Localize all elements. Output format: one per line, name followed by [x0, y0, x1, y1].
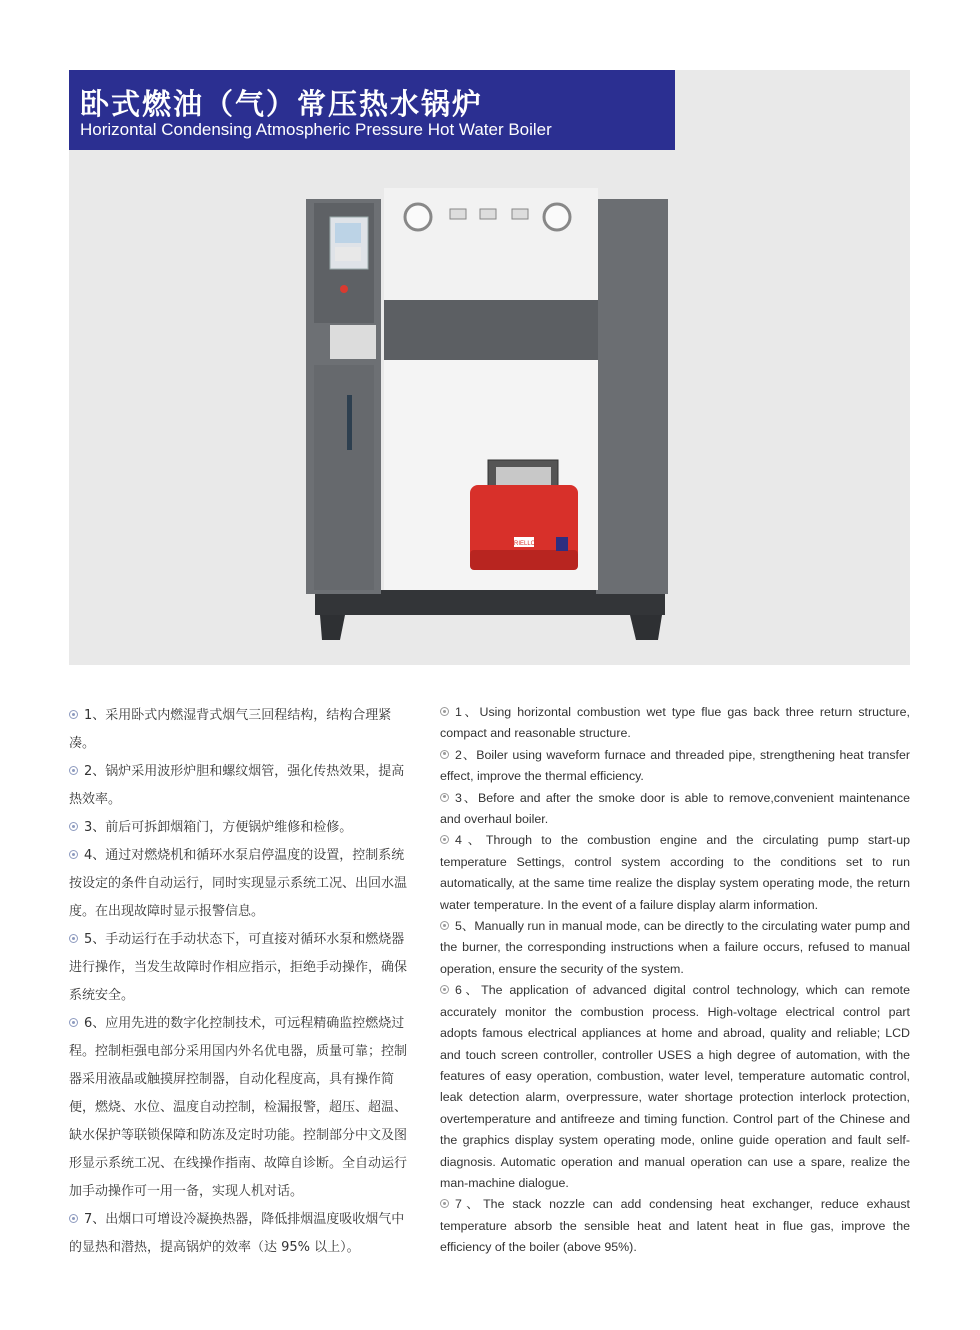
bullet-icon	[440, 921, 449, 930]
boiler-illustration	[300, 185, 675, 645]
feature-zh-item: 3、前后可拆卸烟箱门，方便锅炉维修和检修。	[69, 814, 413, 842]
bullet-icon	[69, 710, 78, 719]
page-title-en: Horizontal Condensing Atmospheric Pressure Hot Water Boiler	[80, 120, 552, 139]
feature-zh-item: 7、出烟口可增设冷凝换热器，降低排烟温度吸收烟气中的显热和潜热，提高锅炉的效率（达 95% 以上）。	[69, 1212, 405, 1255]
bullet-icon	[440, 1199, 449, 1208]
feature-zh-item: 1、采用卧式内燃湿背式烟气三回程结构，结构合理紧凑。	[69, 708, 392, 751]
feature-en-item: 1、Using horizontal combustion wet type flue gas back three return structure, compact and reasonable structure.	[440, 705, 910, 741]
bullet-icon	[69, 766, 78, 775]
feature-zh-item: 2、锅炉采用波形炉胆和螺纹烟管，强化传热效果，提高热效率。	[69, 764, 405, 807]
feature-en-item: 3、Before and after the smoke door is able to remove,convenient maintenance and overhaul boiler.	[440, 790, 910, 827]
page-title-zh: 卧式燃油（气）常压热水锅炉	[80, 87, 484, 121]
bullet-icon	[69, 934, 78, 943]
feature-zh-item: 4、通过对燃烧机和循环水泵启停温度的设置，控制系统按设定的条件自动运行，同时实现显示系统工况、出回水温度。在出现故障时显示报警信息。	[69, 848, 408, 919]
feature-en-item: 5、Manually run in manual mode, can be directly to the circulating water pump and the burner, the corresponding instructions when a failure occurs, refused to manual operation, ensure the security of the system.	[440, 919, 910, 976]
bullet-icon	[440, 835, 449, 844]
bullet-icon	[69, 850, 78, 859]
features-zh-list	[69, 702, 413, 1262]
features-en-list	[440, 702, 910, 1259]
burner-brand-label: RIELLO	[514, 541, 536, 547]
feature-zh-item: 5、手动运行在手动状态下，可直接对循环水泵和燃烧器进行操作，当发生故障时作相应指示，拒绝手动操作，确保系统安全。	[69, 932, 408, 1003]
feature-en-item: 2、Boiler using waveform furnace and threaded pipe, strengthening heat transfer effect, improve the thermal efficiency.	[440, 747, 910, 784]
feature-en-item: 7、The stack nozzle can add condensing heat exchanger, reduce exhaust temperature absorb the sensible heat and latent heat in flue gas, improve the efficiency of the boiler (above 95%).	[440, 1197, 910, 1255]
title-banner	[69, 70, 675, 150]
feature-zh-item: 6、应用先进的数字化控制技术，可远程精确监控燃烧过程。控制柜强电部分采用国内外名优电器，质量可靠；控制器采用液晶或触摸屏控制器，自动化程度高，具有操作简便，燃烧、水位、温度自动控制，检漏报警，超压、超温、缺水保护等联锁保障和防冻及定时功能。控制部分中文及图形显示系统工况、在线操作指南、故障自诊断。全自动运行加手动操作可一用一备，实现人机对话。	[69, 1016, 408, 1199]
feature-en-item: 4、Through to the combustion engine and the circulating pump start-up temperature Settings, control system according to the conditions set to run automatically, at the same time realize the display system operating mode, the return water temperature. In the event of a failure display alarm information.	[440, 833, 910, 912]
bullet-icon	[440, 750, 449, 759]
bullet-icon	[440, 707, 449, 716]
bullet-icon	[440, 793, 449, 802]
bullet-icon	[69, 822, 78, 831]
feature-en-item: 6、The application of advanced digital control technology, which can remote accurately monitor the combustion process. High-voltage electrical control part adopts famous electrical appliances at home and abroad, quality and reliable; LCD and touch screen controller, controller USES a high degree of automation, with the features of easy operation, combustion, water level, temperature automatic control, leak detection alarm, overpressure, water shortage protection interlock protection, overtemperature and antifreeze and timing function. Control part of the Chinese and the graphics display system operating mode, online guide operation and fault self-diagnosis. Automatic operation and manual operation can use a spare, realize the man-machine dialogue.	[440, 983, 910, 1190]
bullet-icon	[69, 1018, 78, 1027]
bullet-icon	[69, 1214, 78, 1223]
bullet-icon	[440, 985, 449, 994]
